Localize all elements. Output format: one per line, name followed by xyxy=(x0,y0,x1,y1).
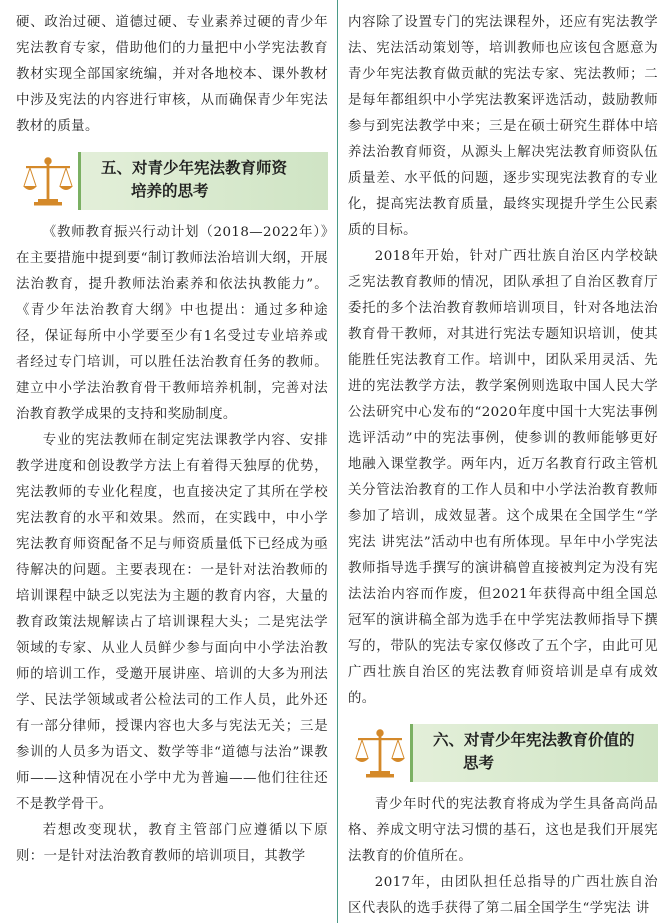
balance-scale-icon xyxy=(20,152,76,210)
paragraph: 《教师教育振兴行动计划（2018—2022年）》在主要措施中提到要“制订教师法治培训大纲，开展法治教育，提升教师法治素养和依法执教能力”。《青少年法治教育大纲》中也提出：通过多种途径，保证每所中小学要至少有1名受过专业培养或者经过专门培训，可以胜任法治教育任务的教师。建立中小学法治教育骨干教师培养机制，完善对法治教育教学成果的支持和奖励制度。 xyxy=(16,225,328,422)
paragraph: 专业的宪法教师在制定宪法课教学内容、安排教学进度和创设教学方法上有着得天独厚的优势，宪法教师的专业化程度，也直接决定了其所在学校宪法教育的水平和效果。然而，在实践中，中小学宪法教育师资配备不足与师资质量低下已经成为亟待解决的问题。主要表现在：一是针对法治教师的培训课程中缺乏以宪法为主题的教育内容，大量的教育政策法规解读占了培训课程大头；二是宪法学领域的专家、从业人员鲜少参与面向中小学法治教师的培训工作，受邀开展讲座、培训的大多为刑法学、民法学领域或者公检法司的工作人员，此外还有一部分律师，授课内容也大多与宪法无关；三是参训的人员多为语文、数学等非“道德与法治”课教师——这种情况在小学中尤为普遍——他们往往还不是教学骨干。 xyxy=(16,433,328,812)
paragraph: 青少年时代的宪法教育将成为学生具备高尚品格、养成文明守法习惯的基石，这也是我们开展宪法教育的价值所在。 xyxy=(348,797,658,864)
heading-line-2: 培养的思考 xyxy=(131,182,209,200)
paragraph: 2017年，由团队担任总指导的广西壮族自治区代表队的选手获得了第二届全国学生“学宪法 讲 xyxy=(348,875,658,916)
section-heading-box xyxy=(78,152,328,210)
section-heading-title xyxy=(433,729,650,775)
section-heading-6 xyxy=(348,724,658,782)
paragraph: 若想改变现状，教育主管部门应遵循以下原则：一是针对法治教育教师的培训项目，其教学 xyxy=(16,823,328,864)
left-column xyxy=(16,0,328,870)
heading-line-1: 五、对青少年宪法教育师资 xyxy=(101,159,288,177)
balance-scale-icon xyxy=(352,724,408,782)
paragraph: 硬、政治过硬、道德过硬、专业素养过硬的青少年宪法教育专家，借助他们的力量把中小学宪法教育教材实现全部国家统编，并对各地校本、课外教材中涉及宪法的内容进行审核，从而确保青少年宪法教材的质量。 xyxy=(16,15,328,134)
paragraph: 2018年开始，针对广西壮族自治区内学校缺乏宪法教育教师的情况，团队承担了自治区教育厅委托的多个法治教育教师培训项目，针对各地法治教育骨干教师，对其进行宪法专题知识培训，使其能胜任宪法教育工作。培训中，团队采用灵活、先进的宪法教学方法，教学案例则选取中国人民大学公法研究中心发布的“2020年度中国十大宪法事例选评活动”中的宪法事例，使参训的教师能够更好地融入课堂教学。两年内，近万名教育行政主管机关分管法治教育的工作人员和中小学法治教育教师参加了培训，成效显著。这个成果在全国学生“学宪法 讲宪法”活动中也有所体现。早年中小学宪法教师指导选手撰写的演讲稿曾直接被判定为没有宪法法治内容而作废，但2021年获得高中组全国总冠军的演讲稿全部为选手在中学宪法教师指导下撰写的，带队的宪法专家仅修改了五个字，由此可见广西壮族自治区的宪法教育师资培训是卓有成效的。 xyxy=(348,249,658,706)
right-column xyxy=(348,0,658,922)
heading-line-2: 思考 xyxy=(463,754,495,772)
section-heading-box xyxy=(410,724,658,782)
section-heading-title xyxy=(101,157,320,203)
column-divider xyxy=(337,0,338,923)
paragraph: 内容除了设置专门的宪法课程外，还应有宪法教学法、宪法活动策划等，培训教师也应该包含愿意为青少年宪法教育做贡献的宪法专家、宪法教师；二是每年都组织中小学宪法教案评选活动，鼓励教师参与到宪法教学中来；三是在硕士研究生群体中培养法治教育师资，从源头上解决宪法教育师资队伍质量差、水平低的问题，逐步实现宪法教育的专业化，提高宪法教育质量，最终实现提升学生公民素质的目标。 xyxy=(348,15,658,238)
heading-line-1: 六、对青少年宪法教育价值的 xyxy=(433,731,635,749)
section-heading-5 xyxy=(16,152,328,210)
